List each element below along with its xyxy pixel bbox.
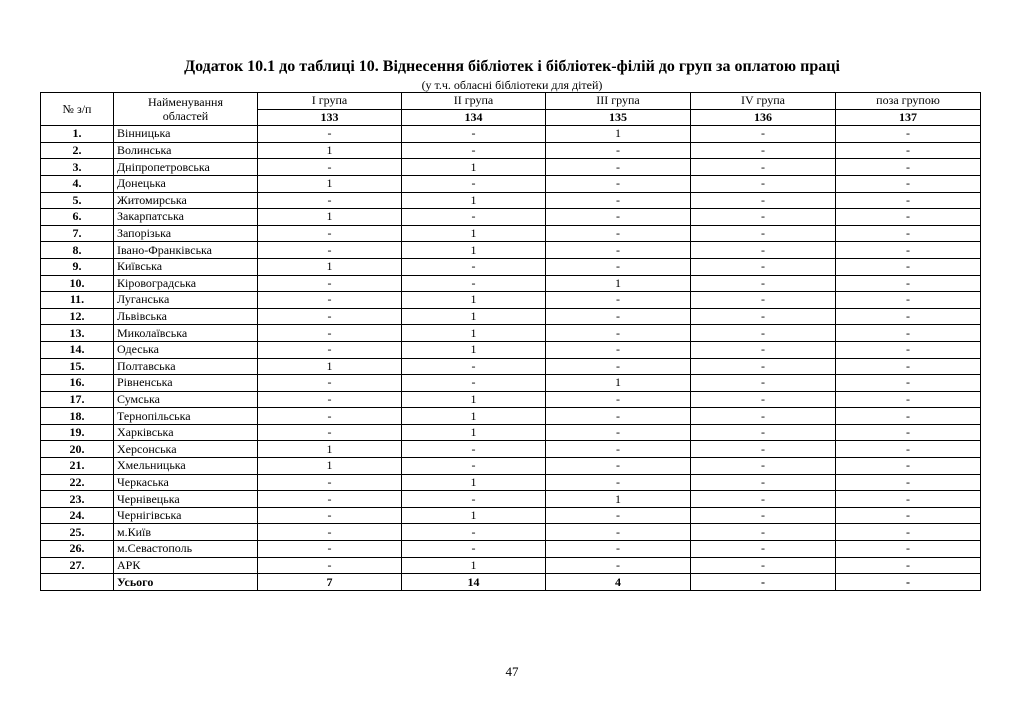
group-value: - <box>546 424 691 441</box>
table-row <box>41 408 981 425</box>
group-value: - <box>836 507 981 524</box>
group-value: - <box>402 258 546 275</box>
table-row <box>41 292 981 309</box>
header-code-4: 136 <box>691 109 836 126</box>
group-value: - <box>836 242 981 259</box>
group-value: - <box>836 341 981 358</box>
region-name: Харківська <box>114 424 258 441</box>
region-name: Закарпатська <box>114 209 258 226</box>
group-value: - <box>836 557 981 574</box>
group-value: 1 <box>402 557 546 574</box>
group-value: - <box>691 491 836 508</box>
group-value: - <box>836 458 981 475</box>
group-value: - <box>402 175 546 192</box>
table-row <box>41 524 981 541</box>
group-value: - <box>691 375 836 392</box>
table-row <box>41 159 981 176</box>
region-name: Івано-Франківська <box>114 242 258 259</box>
table-row <box>41 375 981 392</box>
table-row <box>41 358 981 375</box>
group-value: 1 <box>258 258 402 275</box>
table-row <box>41 341 981 358</box>
group-value: - <box>546 474 691 491</box>
header-num: № з/п <box>41 93 114 126</box>
group-value: - <box>836 424 981 441</box>
table-row <box>41 225 981 242</box>
group-value: - <box>691 209 836 226</box>
group-value: - <box>836 175 981 192</box>
group-value: 1 <box>546 491 691 508</box>
group-value: - <box>258 192 402 209</box>
header-code-2: 134 <box>402 109 546 126</box>
header-group-1: І група <box>258 93 402 110</box>
group-value: - <box>691 408 836 425</box>
row-number: 13. <box>41 325 114 342</box>
group-value: - <box>258 242 402 259</box>
group-value: - <box>836 474 981 491</box>
group-value: - <box>546 408 691 425</box>
group-value: - <box>546 358 691 375</box>
region-name: Херсонська <box>114 441 258 458</box>
group-value: - <box>691 424 836 441</box>
group-value: - <box>402 524 546 541</box>
table-row <box>41 142 981 159</box>
group-value: - <box>836 275 981 292</box>
group-value: - <box>258 541 402 558</box>
group-value: - <box>691 292 836 309</box>
row-number: 6. <box>41 209 114 226</box>
group-value: 1 <box>258 358 402 375</box>
header-group-3: ІІІ група <box>546 93 691 110</box>
group-value: - <box>836 491 981 508</box>
row-number: 16. <box>41 375 114 392</box>
groups-table <box>40 92 981 591</box>
group-value: - <box>402 458 546 475</box>
row-number: 8. <box>41 242 114 259</box>
group-value: - <box>258 391 402 408</box>
group-value: - <box>691 242 836 259</box>
table-row <box>41 275 981 292</box>
group-value: 1 <box>258 458 402 475</box>
total-value: 14 <box>402 574 546 591</box>
group-value: - <box>258 308 402 325</box>
group-value: - <box>691 557 836 574</box>
table-row <box>41 491 981 508</box>
group-value: - <box>546 209 691 226</box>
group-value: - <box>836 225 981 242</box>
group-value: 1 <box>258 209 402 226</box>
row-number: 14. <box>41 341 114 358</box>
group-value: - <box>836 391 981 408</box>
group-value: - <box>691 524 836 541</box>
group-value: - <box>546 391 691 408</box>
header-row-1 <box>41 93 981 110</box>
row-number: 25. <box>41 524 114 541</box>
group-value: - <box>836 192 981 209</box>
header-code-1: 133 <box>258 109 402 126</box>
group-value: - <box>402 358 546 375</box>
group-value: - <box>836 308 981 325</box>
group-value: 1 <box>546 275 691 292</box>
group-value: - <box>836 292 981 309</box>
group-value: - <box>546 192 691 209</box>
row-number: 4. <box>41 175 114 192</box>
table-row <box>41 242 981 259</box>
group-value: - <box>258 292 402 309</box>
group-value: - <box>546 258 691 275</box>
row-number: 19. <box>41 424 114 441</box>
group-value: - <box>402 209 546 226</box>
group-value: - <box>691 358 836 375</box>
group-value: - <box>258 424 402 441</box>
group-value: 1 <box>402 408 546 425</box>
group-value: 1 <box>402 424 546 441</box>
row-number: 15. <box>41 358 114 375</box>
group-value: 1 <box>402 391 546 408</box>
row-number: 23. <box>41 491 114 508</box>
region-name: Тернопільська <box>114 408 258 425</box>
row-number: 12. <box>41 308 114 325</box>
group-value: - <box>691 474 836 491</box>
group-value: - <box>402 275 546 292</box>
header-code-3: 135 <box>546 109 691 126</box>
table-row <box>41 507 981 524</box>
row-number: 24. <box>41 507 114 524</box>
group-value: - <box>691 341 836 358</box>
group-value: - <box>258 341 402 358</box>
region-name: Миколаївська <box>114 325 258 342</box>
region-name: Вінницька <box>114 126 258 143</box>
group-value: - <box>258 225 402 242</box>
region-name: м.Київ <box>114 524 258 541</box>
group-value: - <box>691 507 836 524</box>
document-title: Додаток 10.1 до таблиці 10. Віднесення бібліотек і бібліотек-філій до груп за оплатою праці <box>184 58 840 75</box>
page-number: 47 <box>505 664 519 679</box>
region-name: Хмельницька <box>114 458 258 475</box>
group-value: - <box>836 358 981 375</box>
group-value: 1 <box>258 175 402 192</box>
group-value: 1 <box>402 474 546 491</box>
region-name: Чернівецька <box>114 491 258 508</box>
group-value: - <box>691 192 836 209</box>
group-value: - <box>691 541 836 558</box>
group-value: - <box>691 458 836 475</box>
group-value: - <box>402 491 546 508</box>
region-name: Кіровоградська <box>114 275 258 292</box>
row-number: 18. <box>41 408 114 425</box>
region-name: Запорізька <box>114 225 258 242</box>
group-value: - <box>258 375 402 392</box>
region-name: Рівненська <box>114 375 258 392</box>
group-value: - <box>691 225 836 242</box>
group-value: 1 <box>402 308 546 325</box>
group-value: - <box>258 275 402 292</box>
group-value: - <box>546 225 691 242</box>
region-name: Полтавська <box>114 358 258 375</box>
group-value: - <box>258 507 402 524</box>
table-row <box>41 541 981 558</box>
group-value: - <box>836 209 981 226</box>
header-code-5: 137 <box>836 109 981 126</box>
group-value: 1 <box>402 242 546 259</box>
group-value: - <box>258 491 402 508</box>
group-value: - <box>546 325 691 342</box>
group-value: - <box>836 408 981 425</box>
group-value: - <box>546 308 691 325</box>
group-value: - <box>691 391 836 408</box>
group-value: - <box>258 408 402 425</box>
group-value: - <box>836 524 981 541</box>
table-row <box>41 441 981 458</box>
group-value: - <box>546 441 691 458</box>
region-name: Донецька <box>114 175 258 192</box>
group-value: 1 <box>258 142 402 159</box>
group-value: - <box>546 142 691 159</box>
group-value: - <box>836 375 981 392</box>
row-number: 9. <box>41 258 114 275</box>
header-region-line2: областей <box>162 109 209 124</box>
region-name: Одеська <box>114 341 258 358</box>
row-number: 17. <box>41 391 114 408</box>
region-name: Сумська <box>114 391 258 408</box>
group-value: 1 <box>402 225 546 242</box>
total-value: 4 <box>546 574 691 591</box>
row-number: 7. <box>41 225 114 242</box>
group-value: - <box>546 458 691 475</box>
region-name: м.Севастополь <box>114 541 258 558</box>
group-value: - <box>836 142 981 159</box>
group-value: - <box>836 541 981 558</box>
group-value: - <box>546 524 691 541</box>
region-name: Київська <box>114 258 258 275</box>
table-row <box>41 325 981 342</box>
group-value: - <box>546 242 691 259</box>
group-value: - <box>546 159 691 176</box>
row-number: 22. <box>41 474 114 491</box>
group-value: - <box>258 557 402 574</box>
group-value: 1 <box>402 507 546 524</box>
total-value: - <box>836 574 981 591</box>
row-number: 10. <box>41 275 114 292</box>
table-row <box>41 209 981 226</box>
table-row <box>41 424 981 441</box>
group-value: 1 <box>402 341 546 358</box>
group-value: - <box>836 258 981 275</box>
region-name: Луганська <box>114 292 258 309</box>
group-value: - <box>546 541 691 558</box>
group-value: - <box>691 159 836 176</box>
row-number: 5. <box>41 192 114 209</box>
group-value: - <box>836 126 981 143</box>
header-region-name <box>114 93 258 126</box>
region-name: Львівська <box>114 308 258 325</box>
table-row <box>41 258 981 275</box>
row-number: 11. <box>41 292 114 309</box>
group-value: - <box>691 175 836 192</box>
total-label: Усього <box>114 574 258 591</box>
table-row <box>41 458 981 475</box>
table-row <box>41 126 981 143</box>
group-value: 1 <box>546 126 691 143</box>
group-value: 1 <box>402 159 546 176</box>
group-value: 1 <box>402 292 546 309</box>
table-row <box>41 557 981 574</box>
group-value: - <box>836 441 981 458</box>
group-value: - <box>258 524 402 541</box>
group-value: - <box>402 541 546 558</box>
region-name: Дніпропетровська <box>114 159 258 176</box>
group-value: - <box>691 325 836 342</box>
total-num-cell <box>41 574 114 591</box>
group-value: - <box>691 126 836 143</box>
group-value: - <box>258 474 402 491</box>
table-row <box>41 192 981 209</box>
group-value: 1 <box>258 441 402 458</box>
group-value: - <box>546 507 691 524</box>
group-value: - <box>258 325 402 342</box>
region-name: Черкаська <box>114 474 258 491</box>
region-name: АРК <box>114 557 258 574</box>
group-value: - <box>402 441 546 458</box>
total-value: - <box>691 574 836 591</box>
table-body <box>41 126 981 574</box>
row-number: 21. <box>41 458 114 475</box>
group-value: - <box>546 292 691 309</box>
total-value: 7 <box>258 574 402 591</box>
group-value: - <box>691 441 836 458</box>
group-value: 1 <box>402 325 546 342</box>
row-number: 1. <box>41 126 114 143</box>
group-value: - <box>402 142 546 159</box>
table-row <box>41 391 981 408</box>
group-value: - <box>691 308 836 325</box>
row-number: 20. <box>41 441 114 458</box>
group-value: - <box>258 126 402 143</box>
group-value: - <box>691 258 836 275</box>
header-group-4: IV група <box>691 93 836 110</box>
group-value: 1 <box>402 192 546 209</box>
header-group-outside: поза групою <box>836 93 981 110</box>
header-region-line1: Найменування <box>148 95 223 110</box>
group-value: - <box>546 341 691 358</box>
total-row <box>41 574 981 591</box>
group-value: - <box>402 126 546 143</box>
group-value: 1 <box>546 375 691 392</box>
region-name: Чернігівська <box>114 507 258 524</box>
group-value: - <box>546 175 691 192</box>
region-name: Житомирська <box>114 192 258 209</box>
header-group-2: ІІ група <box>402 93 546 110</box>
group-value: - <box>691 142 836 159</box>
table-row <box>41 308 981 325</box>
group-value: - <box>836 325 981 342</box>
group-value: - <box>691 275 836 292</box>
table-row <box>41 474 981 491</box>
row-number: 27. <box>41 557 114 574</box>
table-row <box>41 175 981 192</box>
group-value: - <box>402 375 546 392</box>
row-number: 3. <box>41 159 114 176</box>
group-value: - <box>258 159 402 176</box>
row-number: 26. <box>41 541 114 558</box>
group-value: - <box>546 557 691 574</box>
region-name: Волинська <box>114 142 258 159</box>
document-subtitle: (у т.ч. обласні бібліотеки для дітей) <box>421 78 603 92</box>
group-value: - <box>836 159 981 176</box>
row-number: 2. <box>41 142 114 159</box>
